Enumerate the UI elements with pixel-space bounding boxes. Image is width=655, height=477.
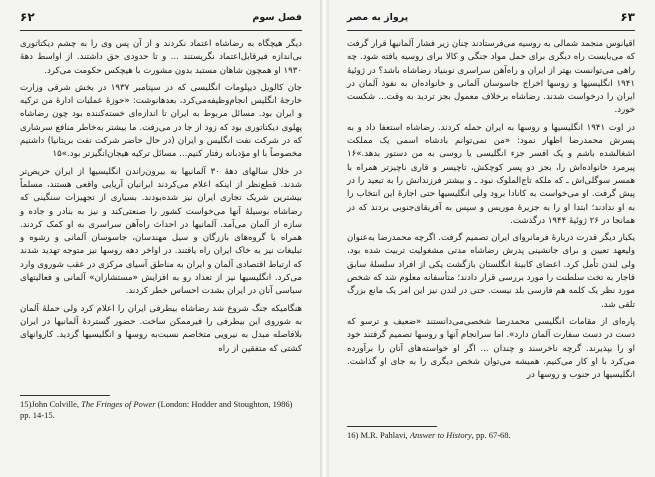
right-header-rule (347, 30, 635, 31)
paragraph: یکبار دیگر قدرت دربارهٔ فرمانروای ایران تصمیم گرفت. اگرچه محمدرضا به‌عنوان ولیعهد تعیین و برای جانشینی پدرش رضاشاه مدتی مشغولیت تربیت شده بود، ولی لندن تأمل کرد. اعضای کابینهٔ انگلستان بازگشت یکی از افراد سلسلهٔ سابق قاجار به تخت سلطنت را مورد بررسی قرار دادند؛ متأسفانه معلوم شد که شخص مورد نظر یک کلمه هم فارسی بلد نیست. حتی در لندن نیز این امر یک مانع بزرگ تلقی شد. (347, 233, 635, 310)
footnote-suffix: (London: Hodder and Stoughton, 1986) pp. 14-15. (20, 399, 293, 420)
paragraph: هنگامیکه جنگ شروع شد رضاشاه بیطرفی ایران را اعلام کرد ولی حملهٔ آلمان به شوروی این بیطرفی را فیرممکن ساخت. حضور گستردهٔ آلمانیها در ایران بلافاصله مبدل به نیرویی متخاصم نسبت‌به روسها و انگلیسیها گردید. کاروانهای کشتی که متفقین از راه (20, 303, 302, 354)
left-page (0, 0, 320, 477)
footnote-suffix: , pp. 67-68. (471, 430, 511, 440)
left-footnote-rule (20, 395, 110, 396)
paragraph: جان کالویل دیپلومات انگلیسی که در سپتامبر ۱۹۳۷ در بخش شرقی وزارت خارجهٔ انگلیس انجام‌وظیفه‌می‌کرد، بعدهانوشت: «حوزهٔ عملیات ادارهٔ من ترکیه و ایران بود. مسائل مربوط به ایران تا اندازه‌ای خسته‌کننده بود چون رضاشاه پهلوی دیکتاتوری بود که زود از جا در می‌رفت. ما بیشتر به‌خاطر منافع سرشاری که در شرکت نفت انگلیس و ایران (در حال حاضر شرکت نفت بریتانیا) داشتیم مخصوصاً با او مؤدبانه رفتار کنیم... مسائل ترکیه هیجان‌انگیزتر بود.»۱۵ (20, 82, 302, 160)
right-chapter-title: پرواز به مصر (347, 11, 409, 23)
left-page-header (20, 6, 302, 28)
paragraph: در خلال سالهای دههٔ ۳۰ آلمانیها به بیرون‌راندن انگلیسیها از ایران حریص‌تر شدند. قطع‌نظر از اینکه اعلام می‌کردند ایرانیان آریایی واقعی هستند، مسلماً بیشترین شریک تجاری ایران نیز شده‌بودند. بسیاری از تجهیزات سنگینی که رضاشاه بوسیلهٔ آنها می‌خواست کشور را صنعتی‌کند و نیز به بنادر و جاده و سازه از آلمان می‌آمد. آلمانیها در احداث راه‌آهن سراسری به او کمک کردند. همراه با گروه‌های بازرگان و سیل مهندسان، جاسوسان آلمانی و رشوه و تبلیغات نیز به خاک ایران راه یافتند. در اواخر دهه روسها نیز متوجه تهدید شدند که ارتباط اقتصادی آلمان و ایران به مناطق آسیای مرکزی در عقب شوروی وارد می‌کرد. انگلیسیها نیز از تعداد رو به افزایش «مستشاران» آلمانی و فعالیتهای سیاسی آنان در ایران بشدت احساس خطر کردند. (20, 166, 302, 297)
left-footnote (20, 399, 302, 421)
right-page-number: ۶۳ (620, 10, 635, 24)
paragraph: پاره‌ای از مقامات انگلیسی محمدرضا شخصی‌می‌دانستند «ضعیف و ترسو که دست در دست سفارت آلمان دارد». اما سرانجام آنها و روسها تصمیم گرفتند خود او را بپذیرند. گرچه ناخرسند و چندان ... اگر او خواسته‌های آنان را برآورده می‌کرد با او کار می‌کنیم. همیشه می‌توان شخص دیگری را به جای او گذاشت. انگلیسیها در جنوب و روسها در (347, 316, 635, 381)
footnote-prefix: 15)John Colville, (20, 399, 82, 409)
footnote-prefix: 16) M.R. Pahlavi, (347, 430, 410, 440)
footnote-title: The Fringes of Power (81, 399, 156, 409)
right-page-header (347, 6, 635, 28)
book-gutter (320, 0, 329, 477)
paragraph: در اوت ۱۹۴۱ انگلیسیها و روسها به ایران حمله کردند. رضاشاه استعفا داد و به پسرش محمدرضا اظهار نمود: «من نمی‌توانم بادشاه اسمی یک مملکت اشغالشده باشم و یک افسر جزء انگلیسی یا روسی به من دستور بدهد.»۱۶ پیرمرد خانواده‌اش را، بجز دو پسر کوچکش، تاچیسر و قاری ناچیزتر همراه با همسر سوگلی‌اش ـ که ملکه تاج‌الملوک نبود ـ و بیشتر فرزندانش را به تبعید را در پیش گرفت. او می‌خواست به کانادا برود ولی انگلیسیها حتی اجازهٔ این انتخاب را به او ندادند؛ ابتدا او را به جزیرهٔ موریس و سپس به آفریقای‌جنوبی بردند که در همانجا در ۲۶ ژوئیهٔ ۱۹۴۴ درگذشت. (347, 122, 635, 226)
left-body-text (20, 38, 302, 360)
right-footnote-rule (347, 426, 437, 427)
left-chapter-title: فصل سوم (252, 11, 302, 23)
paragraph: اقیانوس منجمد شمالی به روسیه می‌فرستادند چنان زیر فشار آلمانیها قرار گرفت که می‌بایست راه دیگری برای حمل مواد جنگی و کالا برای روسیه یافته شود. چه راهی می‌توانست بهتر از ایران و راه‌آهن سراسری نوبنیاد رضاشاه باشد؟ در ژوئیهٔ ۱۹۴۱ انگلیسیها و روسها اخراج جاسوسان آلمانی و خانواده‌ان به نفوذ آلمان در ایران را درخواست شدند. رضاشاه برخلاف معمول بجز تردید به وقت... شکست خورد. (347, 39, 635, 116)
right-body-text (347, 38, 635, 386)
left-header-rule (20, 30, 302, 31)
footnote-title: Answer to History (409, 430, 472, 440)
right-footnote (347, 430, 635, 441)
paragraph: دیگر هیچگاه به رضاشاه اعتماد نکردند و از آن پس وی را به چشم دیکتاتوری بی‌اندازه فیرقابل‌اعتماد نگریستند ... و تا حدودی حق داشتند. از اواسط دههٔ ۱۹۳۰ او همچون شاهان مستبد بدون مشورت با هیچکس حکومت می‌کرد. (20, 39, 302, 76)
right-page (329, 0, 655, 477)
left-page-number: ۶۲ (20, 10, 35, 24)
